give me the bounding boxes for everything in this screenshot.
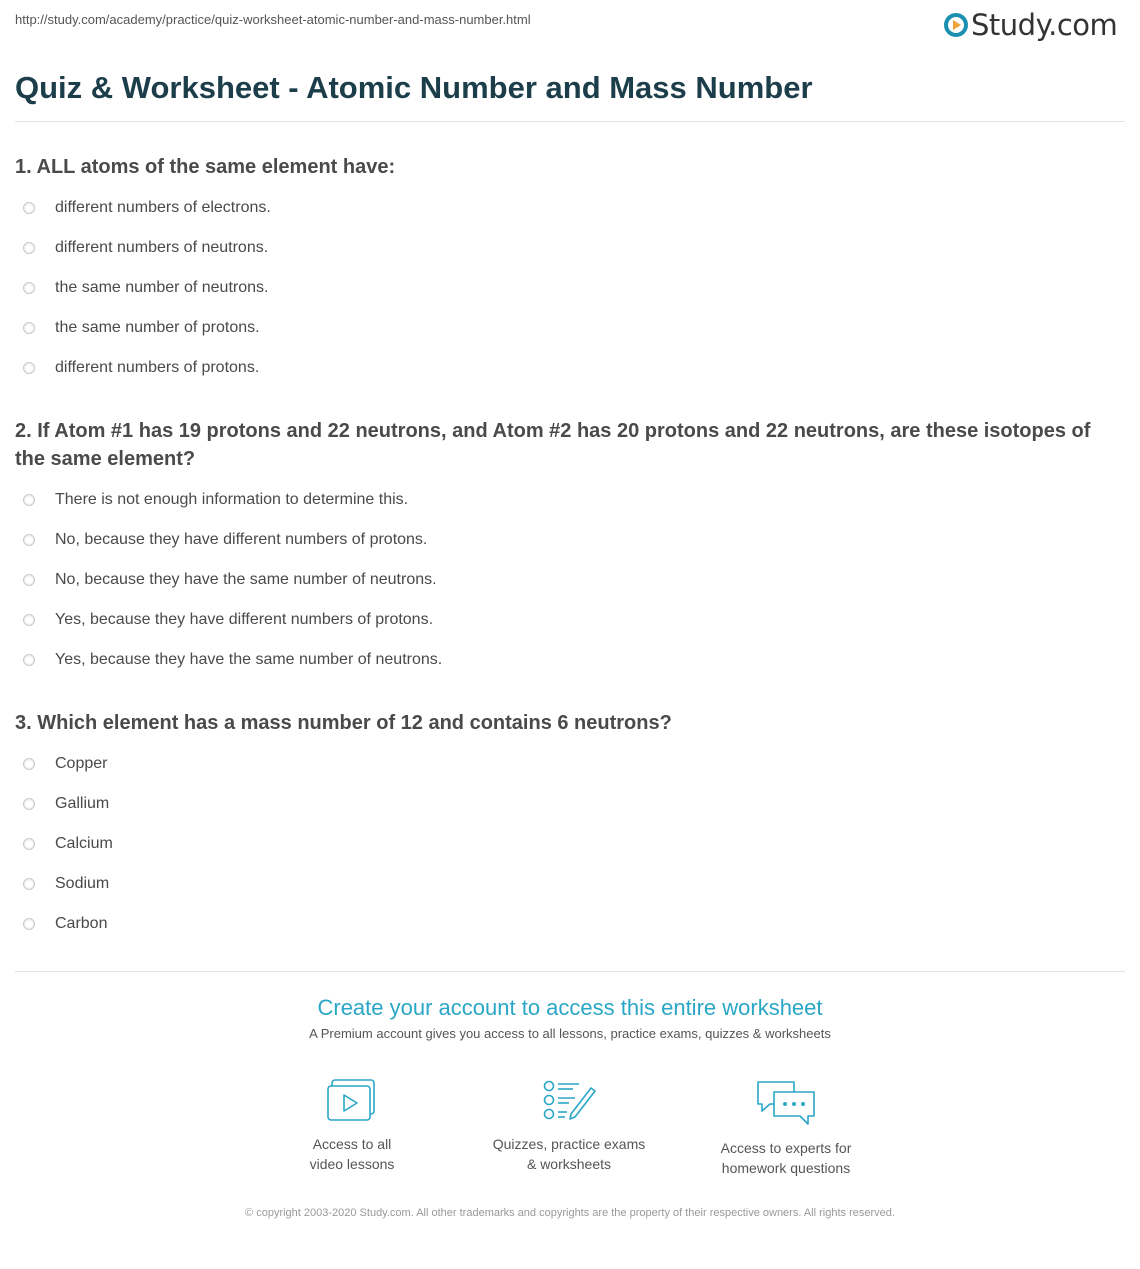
quiz-checklist-icon <box>541 1078 597 1124</box>
create-account-link[interactable]: Create your account to access this entire worksheet <box>317 995 823 1020</box>
option-label: No, because they have the same number of neutrons. <box>55 571 437 588</box>
radio-button[interactable] <box>23 282 35 294</box>
option-label: different numbers of neutrons. <box>55 239 269 256</box>
section-divider <box>15 971 1125 972</box>
feature-label-line2: & worksheets <box>526 1156 612 1172</box>
answer-option[interactable] <box>15 308 1115 348</box>
question-1 <box>15 153 1115 388</box>
answer-option[interactable] <box>15 560 1115 600</box>
radio-button[interactable] <box>23 758 35 770</box>
answer-option[interactable] <box>15 600 1115 640</box>
radio-button[interactable] <box>23 534 35 546</box>
answer-option[interactable] <box>15 784 1115 824</box>
question-text: 2. If Atom #1 has 19 protons and 22 neutrons, and Atom #2 has 20 protons and 22 neutrons, are these isotopes of the same element? <box>15 420 1091 470</box>
option-label: No, because they have different numbers of protons. <box>55 531 428 548</box>
radio-button[interactable] <box>23 242 35 254</box>
option-label: different numbers of protons. <box>55 359 260 376</box>
question-3 <box>15 709 1115 944</box>
answer-options <box>15 480 1115 680</box>
page-url: http://study.com/academy/practice/quiz-worksheet-atomic-number-and-mass-number.html <box>15 12 531 27</box>
radio-button[interactable] <box>23 574 35 586</box>
copyright-text: © copyright 2003-2020 Study.com. All other trademarks and copyrights are the property of their respective owners. All rights reserved. <box>245 1207 895 1219</box>
option-label: the same number of neutrons. <box>55 279 269 296</box>
answer-option[interactable] <box>15 904 1115 944</box>
play-circle-icon <box>944 13 968 37</box>
option-label: Gallium <box>55 795 110 812</box>
feature-label-line1: Access to all <box>312 1136 392 1152</box>
premium-description: A Premium account gives you access to all lessons, practice exams, quizzes & worksheets <box>309 1026 831 1041</box>
answer-option[interactable] <box>15 228 1115 268</box>
option-label: different numbers of electrons. <box>55 199 271 216</box>
option-label: Yes, because they have different numbers of protons. <box>55 611 434 628</box>
radio-button[interactable] <box>23 918 35 930</box>
feature-quizzes <box>479 1078 659 1174</box>
radio-button[interactable] <box>23 878 35 890</box>
radio-button[interactable] <box>23 798 35 810</box>
answer-option[interactable] <box>15 864 1115 904</box>
answer-option[interactable] <box>15 348 1115 388</box>
option-label: Sodium <box>55 875 110 892</box>
video-lessons-icon <box>326 1078 378 1124</box>
feature-label-line2: video lessons <box>309 1156 395 1172</box>
study-logo[interactable] <box>944 8 1117 42</box>
question-text: 1. ALL atoms of the same element have: <box>15 156 396 178</box>
answer-option[interactable] <box>15 824 1115 864</box>
answer-option[interactable] <box>15 744 1115 784</box>
answer-option[interactable] <box>15 480 1115 520</box>
feature-video-lessons <box>262 1078 442 1174</box>
option-label: There is not enough information to determine this. <box>55 491 409 508</box>
answer-option[interactable] <box>15 640 1115 680</box>
radio-button[interactable] <box>23 614 35 626</box>
option-label: Calcium <box>55 835 113 852</box>
radio-button[interactable] <box>23 494 35 506</box>
feature-label-line1: Quizzes, practice exams <box>492 1136 646 1152</box>
question-text: 3. Which element has a mass number of 12 and contains 6 neutrons? <box>15 712 672 734</box>
logo-text: Study.com <box>971 8 1118 42</box>
answer-option[interactable] <box>15 188 1115 228</box>
answer-options <box>15 744 1115 944</box>
chat-bubbles-icon <box>754 1078 818 1128</box>
radio-button[interactable] <box>23 838 35 850</box>
option-label: Copper <box>55 755 108 772</box>
radio-button[interactable] <box>23 322 35 334</box>
question-2 <box>15 417 1115 680</box>
radio-button[interactable] <box>23 202 35 214</box>
answer-option[interactable] <box>15 520 1115 560</box>
option-label: the same number of protons. <box>55 319 260 336</box>
feature-experts <box>696 1078 876 1178</box>
radio-button[interactable] <box>23 362 35 374</box>
option-label: Yes, because they have the same number of neutrons. <box>55 651 443 668</box>
radio-button[interactable] <box>23 654 35 666</box>
feature-label-line2: homework questions <box>721 1160 851 1176</box>
title-divider <box>15 121 1125 122</box>
answer-option[interactable] <box>15 268 1115 308</box>
feature-label-line1: Access to experts for <box>720 1140 852 1156</box>
answer-options <box>15 188 1115 388</box>
page-title: Quiz & Worksheet - Atomic Number and Mass Number <box>15 70 813 105</box>
option-label: Carbon <box>55 915 108 932</box>
